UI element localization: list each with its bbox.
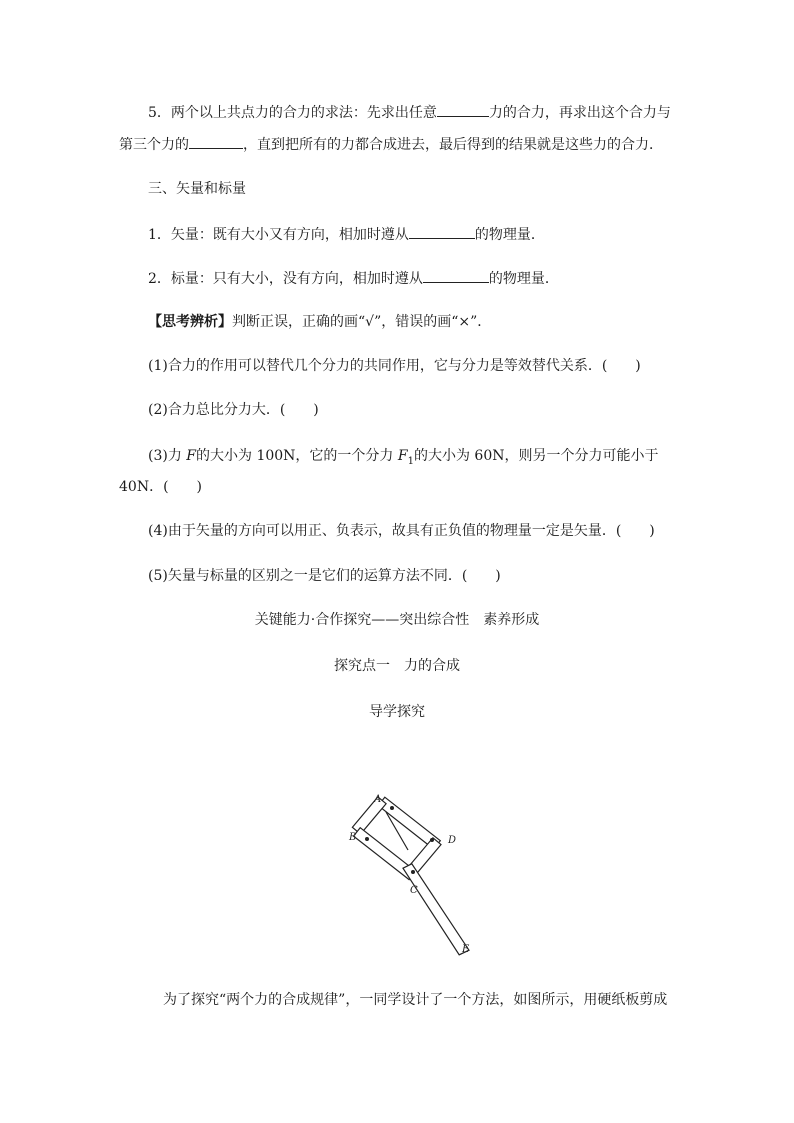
pin-c (411, 870, 415, 874)
scalar-text-b: 的物理量． (488, 271, 559, 287)
question-5: (5)矢量与标量的区别之一是它们的运算方法不同．( ) (148, 568, 501, 584)
final-paragraph: 为了探究“两个力的合成规律”，一同学设计了一个方法，如图所示，用硬纸板剪成 (163, 992, 668, 1008)
p5-line1 (148, 102, 671, 123)
question-3-line2: 40N．( ) (119, 479, 202, 495)
blank-3 (409, 224, 475, 239)
think-instruction (148, 312, 491, 332)
pin-d (430, 838, 434, 842)
pin-a (390, 806, 394, 810)
heading-key-ability: 关键能力·合作探究——突出综合性 素养形成 (254, 612, 540, 628)
question-1: (1)合力的作用可以替代几个分力的共同作用，它与分力是等效替代关系．( ) (148, 358, 641, 374)
scalar-definition (148, 268, 559, 289)
question-2: (2)合力总比分力大．( ) (148, 402, 319, 418)
heading-explore-point-1: 探究点一 力的合成 (334, 658, 460, 674)
q3-F1: F (397, 448, 408, 464)
p5-text-a: 5．两个以上共点力的合力的求法：先求出任意 (148, 105, 437, 121)
p5-line2 (119, 134, 663, 155)
question-4: (4)由于矢量的方向可以用正、负表示，故具有正负值的物理量一定是矢量．( ) (148, 523, 655, 539)
think-heading: 【思考辨析】 (148, 314, 232, 330)
p5-text-c: 第三个力的 (119, 137, 189, 153)
think-text: 判断正误，正确的画“√”，错误的画“×”． (232, 314, 492, 330)
section-title-vector-scalar: 三、矢量和标量 (148, 181, 246, 197)
p5-text-d: ，直到把所有的力都合成进去，最后得到的结果就是这些力的合力． (243, 137, 663, 153)
scalar-text-a: 2．标量：只有大小，没有方向，相加时遵从 (148, 271, 423, 287)
vector-text-a: 1．矢量：既有大小又有方向，相加时遵从 (148, 227, 409, 243)
blank-2 (189, 134, 243, 149)
label-c: C (410, 885, 418, 896)
q3-text-c: 的大小为 60N，则另一个分力可能小于 (413, 448, 659, 464)
p5-text-b: 力的合力，再求出这个合力与 (488, 105, 671, 121)
label-e: E (462, 944, 470, 955)
heading-guided-inquiry: 导学探究 (369, 704, 425, 720)
label-d: D (448, 835, 457, 846)
q3-text-a: (3)力 (148, 448, 187, 464)
question-3-line1 (148, 446, 658, 472)
pin-b (365, 837, 369, 841)
blank-1 (437, 102, 489, 117)
q3-text-b: 的大小为 100N，它的一个分力 (196, 448, 398, 464)
vector-definition (148, 224, 545, 245)
pointer-bar-ce (403, 864, 469, 955)
q3-F: F (186, 448, 196, 464)
q3-subscript: 1 (407, 455, 414, 467)
label-a: A (374, 794, 382, 805)
vector-text-b: 的物理量． (474, 227, 545, 243)
blank-4 (423, 268, 489, 283)
cardboard-frame-figure (340, 790, 490, 960)
label-b: B (349, 832, 357, 843)
